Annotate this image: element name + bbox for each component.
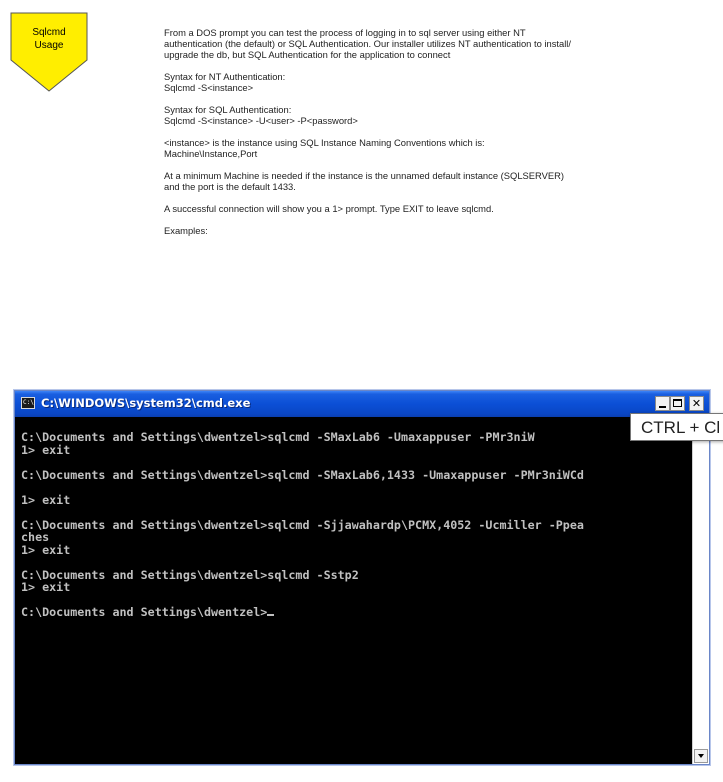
paragraph-sql-syntax: Syntax for SQL Authentication: Sqlcmd -S<instance> -U<user> -P<password> <box>164 104 358 126</box>
sqlcmd-usage-tag <box>10 12 88 92</box>
console-line <box>21 506 691 519</box>
keyboard-shortcut-tooltip: CTRL + Cl <box>630 413 723 441</box>
console-prompt-line[interactable] <box>21 606 691 619</box>
console-line: 1> exit <box>21 542 71 557</box>
paragraph-intro: From a DOS prompt you can test the process of logging in to sql server using either NT authentication (the default) or SQL Authentication. Our installer utilizes NT authentication to install/ upgrade the db, but SQL Authentication for the application to connect <box>164 27 571 60</box>
console-line: C:\Documents and Settings\dwentzel>sqlcmd -SMaxLab6,1433 -Umaxappuser -PMr3niWCd <box>21 467 584 482</box>
console-line: C:\Documents and Settings\dwentzel>sqlcmd -SMaxLab6 -Umaxappuser -PMr3niW <box>21 431 535 444</box>
close-button[interactable] <box>689 396 704 411</box>
maximize-button[interactable] <box>670 396 685 411</box>
tag-label: Sqlcmd Usage <box>32 27 66 51</box>
pentagon-shape <box>10 12 88 92</box>
paragraph-minimum: At a minimum Machine is needed if the instance is the unnamed default instance (SQLSERVER) and the port is the default 1433. <box>164 170 565 192</box>
console-line: ches <box>21 530 50 544</box>
console-line: C:\Documents and Settings\dwentzel>sqlcmd -Sstp2 <box>21 567 359 582</box>
console-line: 1> exit <box>21 580 71 594</box>
scroll-down-button[interactable] <box>694 749 708 763</box>
description-text <box>164 27 674 247</box>
text-cursor <box>267 614 274 616</box>
console-prompt: C:\Documents and Settings\dwentzel> <box>21 605 268 619</box>
paragraph-examples: Examples: <box>164 225 208 236</box>
vertical-scrollbar[interactable] <box>692 417 709 764</box>
minimize-icon <box>659 406 666 408</box>
console-line <box>21 556 691 569</box>
cmd-window-icon[interactable]: C:\ <box>21 397 35 409</box>
console-line <box>21 481 691 494</box>
minimize-button[interactable] <box>655 396 670 411</box>
console-line: 1> exit <box>21 442 71 457</box>
maximize-icon <box>673 399 682 407</box>
paragraph-instance: <instance> is the instance using SQL Instance Naming Conventions which is: Machine\Instance,Port <box>164 137 485 159</box>
console-line: 1> exit <box>21 492 71 507</box>
cmd-console-output[interactable] <box>21 431 691 760</box>
console-line: C:\Documents and Settings\dwentzel>sqlcmd -Sjjawahardp\PCMX,4052 -Ucmiller -Ppea <box>21 517 584 532</box>
paragraph-nt-syntax: Syntax for NT Authentication: Sqlcmd -S<instance> <box>164 71 286 93</box>
cmd-title-bar[interactable] <box>15 391 709 417</box>
console-line <box>21 456 691 469</box>
close-icon: ✕ <box>691 397 702 410</box>
cmd-window-title: C:\WINDOWS\system32\cmd.exe <box>41 396 251 410</box>
paragraph-success: A successful connection will show you a 1> prompt. Type EXIT to leave sqlcmd. <box>164 203 494 214</box>
cmd-window[interactable] <box>14 390 710 765</box>
